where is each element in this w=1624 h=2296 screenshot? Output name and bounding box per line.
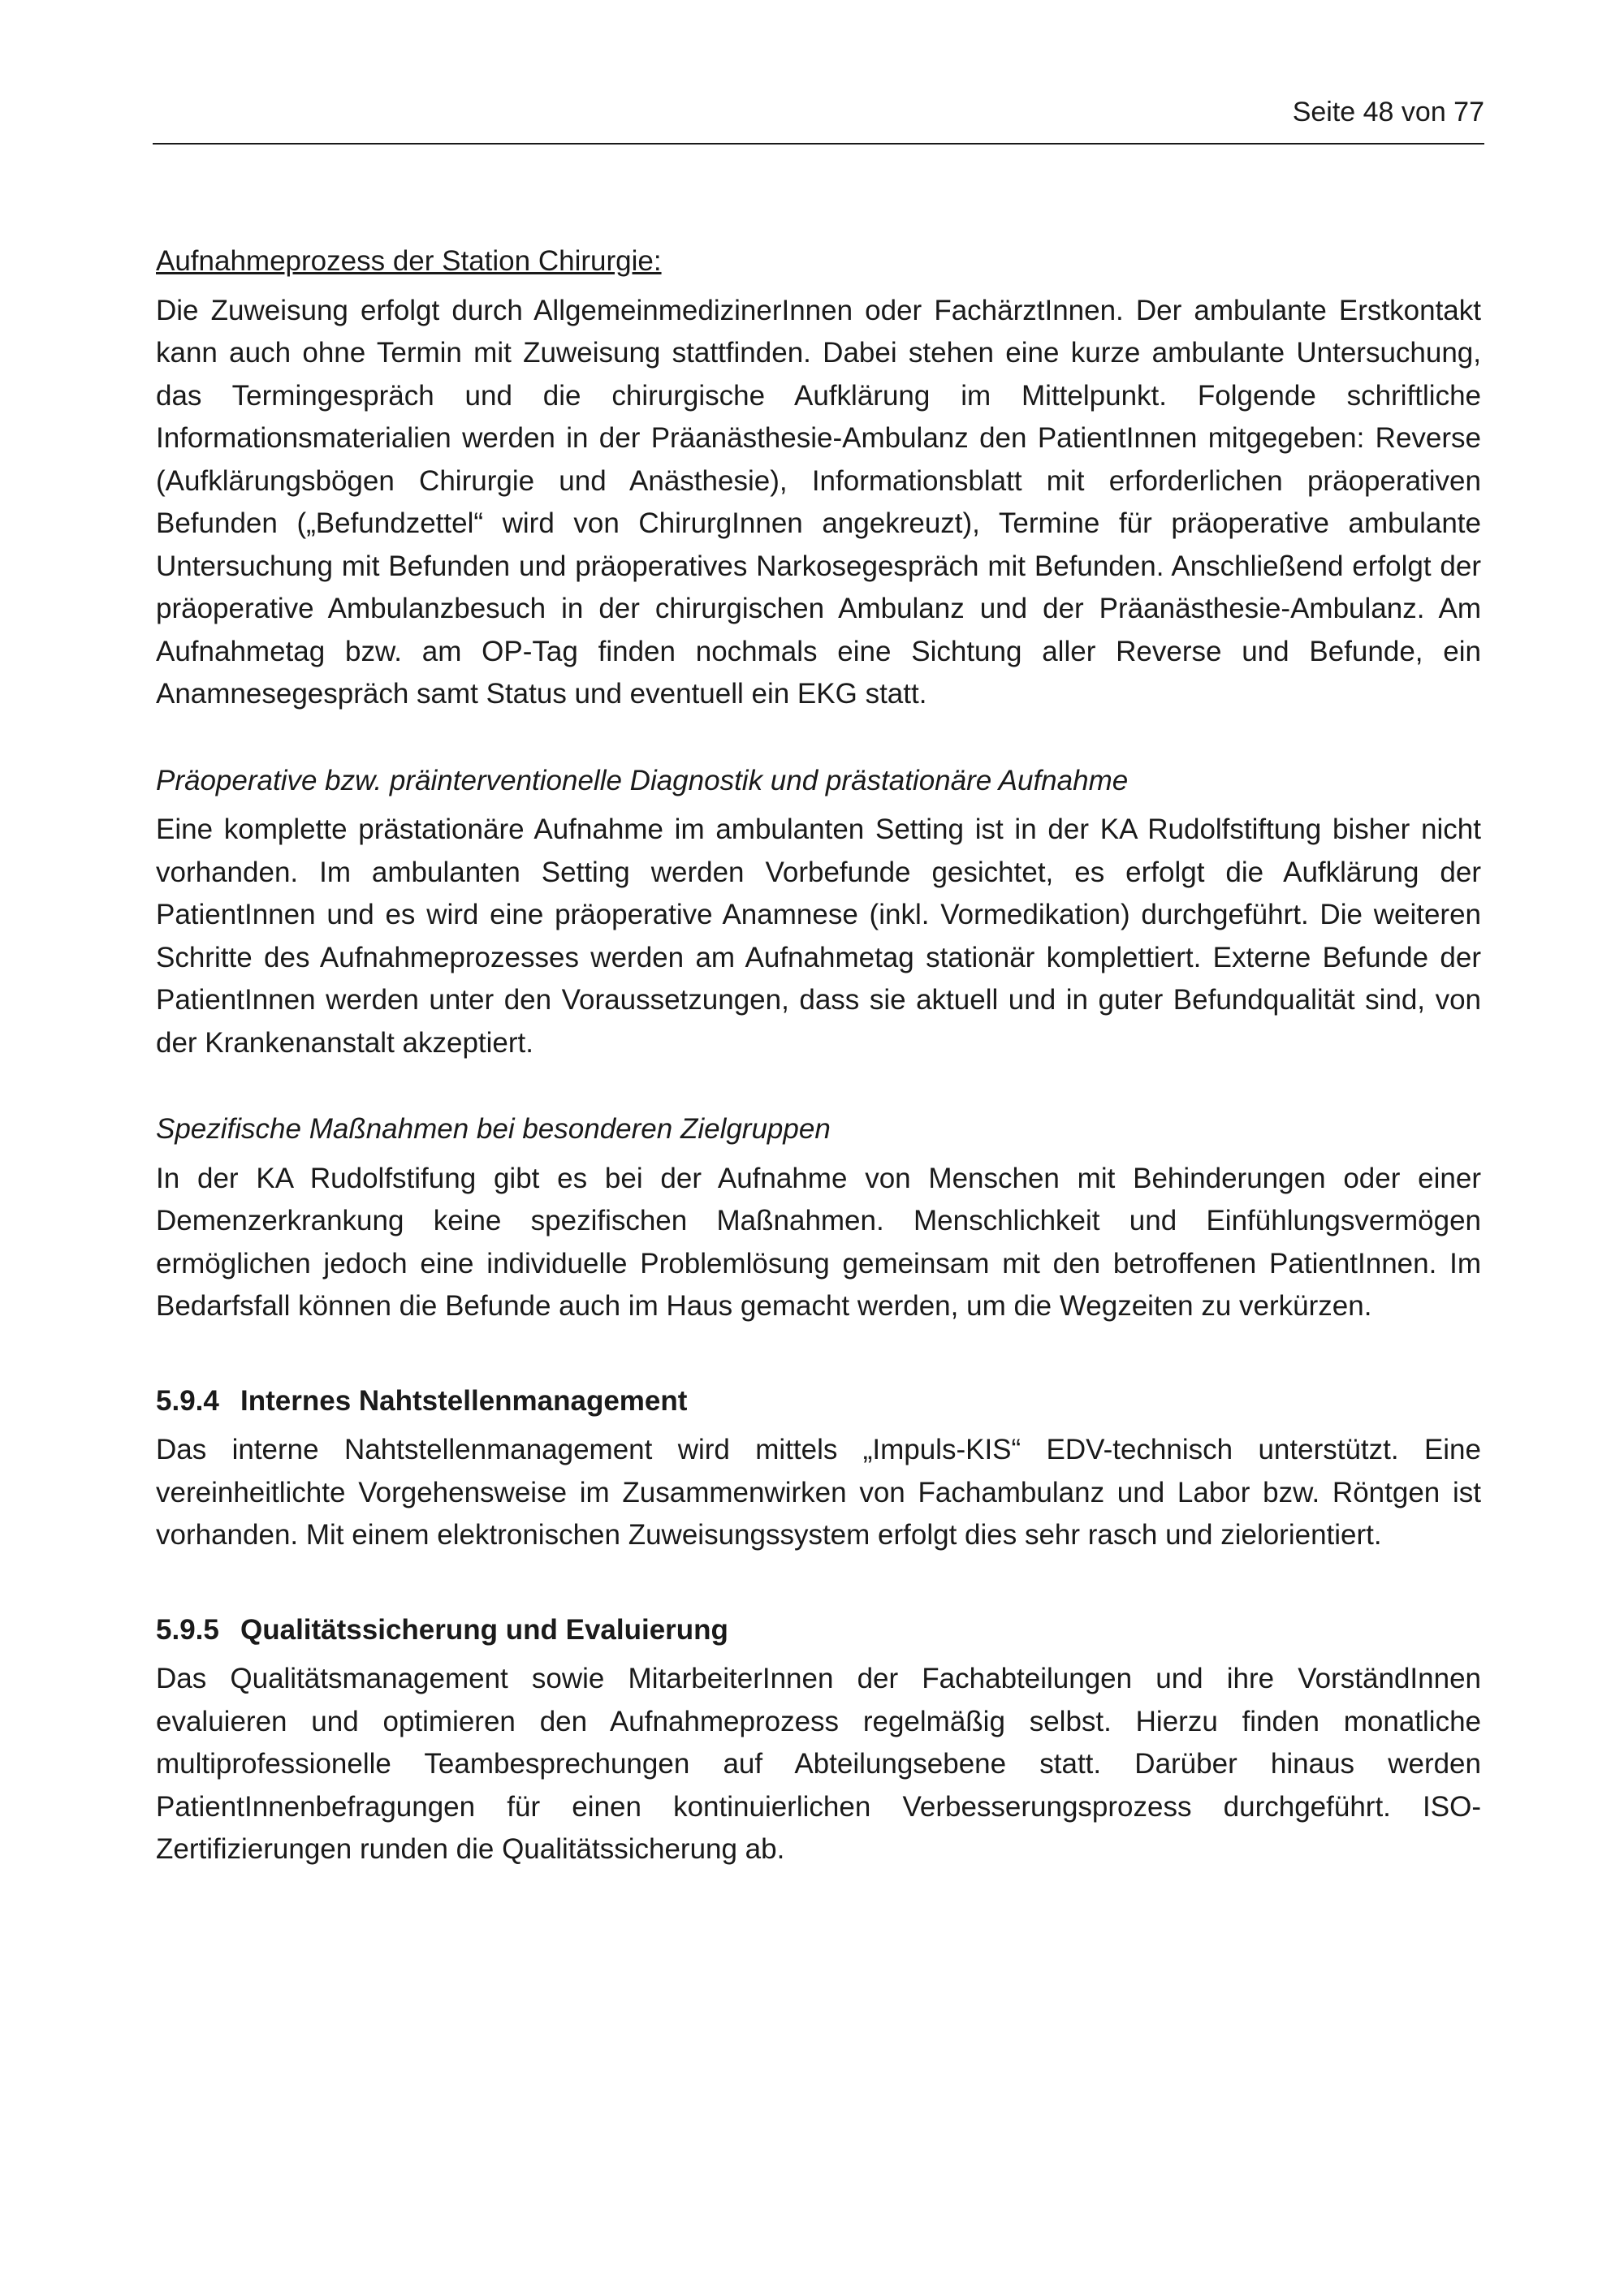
section-diagnostik: [156, 760, 1481, 1065]
section-zielgruppen: [156, 1108, 1481, 1328]
page-number: Seite 48 von 77: [1292, 97, 1484, 127]
paragraph-aufnahmeprozess: Die Zuweisung erfolgt durch AllgemeinmedizinerInnen oder FachärztInnen. Der ambulante Erstkontakt kann auch ohne Termin mit Zuweisung stattfinden. Dabei stehen eine kurze ambulante Untersuchung, das Termingespräch und die chirurgische Aufklärung im Mittelpunkt. Folgende schriftliche Informationsmaterialien werden in der Präanästhesie-Ambulanz den PatientInnen mitgegeben: Reverse (Aufklärungsbögen Chirurgie und Anästhesie), Informationsblatt mit erforderlichen präoperativen Befunden („Befundzettel“ wird von ChirurgInnen angekreuzt), Termine für präoperative ambulante Untersuchung mit Befunden und präoperatives Narkosegespräch mit Befunden. Anschließend erfolgt der präoperative Ambulanzbesuch in der chirurgischen Ambulanz und der Präanästhesie-Ambulanz. Am Aufnahmetag bzw. am OP-Tag finden nochmals eine Sichtung aller Reverse und Befunde, ein Anamnesegespräch samt Status und eventuell ein EKG statt.: [156, 294, 1481, 710]
section-5-9-4: [156, 1380, 1481, 1557]
heading-5-9-4: [156, 1380, 1481, 1423]
heading-number: 5.9.4: [156, 1384, 219, 1417]
document-body: [156, 240, 1481, 1871]
paragraph-nahtstellenmanagement: Das interne Nahtstellenmanagement wird mittels „Impuls-KIS“ EDV-technisch unterstützt. Eine vereinheitlichte Vorgehensweise im Zusammenwirken von Fachambulanz und Labor bzw. Röntgen ist vorhanden. Mit einem elektronischen Zuweisungssystem erfolgt dies sehr rasch und zielorientiert.: [156, 1434, 1481, 1551]
heading-number: 5.9.5: [156, 1613, 219, 1646]
section-title-aufnahmeprozess: Aufnahmeprozess der Station Chirurgie:: [156, 245, 662, 277]
paragraph-qualitaetssicherung: Das Qualitätsmanagement sowie MitarbeiterInnen der Fachabteilungen und ihre VorständInnen evaluieren und optimieren den Aufnahmeprozess regelmäßig selbst. Hierzu finden monatliche multiprofessionelle Teambesprechungen auf Abteilungsebene statt. Darüber hinaus werden PatientInnenbefragungen für einen kontinuierlichen Verbesserungsprozess durchgeführt. ISO-Zertifizierungen runden die Qualitätssicherung ab.: [156, 1663, 1481, 1865]
paragraph-zielgruppen: In der KA Rudolfstifung gibt es bei der Aufnahme von Menschen mit Behinderungen oder einer Demenzerkrankung keine spezifischen Maßnahmen. Menschlichkeit und Einfühlungsvermögen ermöglichen jedoch eine individuelle Problemlösung gemeinsam mit den betroffenen PatientInnen. Im Bedarfsfall können die Befunde auch im Haus gemacht werden, um die Wegzeiten zu verkürzen.: [156, 1162, 1481, 1322]
heading-text: Internes Nahtstellenmanagement: [240, 1384, 688, 1417]
heading-text: Qualitätssicherung und Evaluierung: [240, 1613, 728, 1646]
section-aufnahmeprozess: [156, 240, 1481, 716]
section-title-zielgruppen: Spezifische Maßnahmen bei besonderen Zielgruppen: [156, 1113, 831, 1145]
heading-5-9-5: [156, 1609, 1481, 1652]
paragraph-diagnostik: Eine komplette prästationäre Aufnahme im ambulanten Setting ist in der KA Rudolfstiftung bisher nicht vorhanden. Im ambulanten Setting werden Vorbefunde gesichtet, es erfolgt die Aufklärung der PatientInnen und es wird eine präoperative Anamnese (inkl. Vormedikation) durchgeführt. Die weiteren Schritte des Aufnahmeprozesses werden am Aufnahmetag stationär komplettiert. Externe Befunde der PatientInnen werden unter den Voraussetzungen, dass sie aktuell und in guter Befundqualität sind, von der Krankenanstalt akzeptiert.: [156, 814, 1481, 1059]
page-header: [153, 94, 1484, 145]
section-5-9-5: [156, 1609, 1481, 1871]
section-title-diagnostik: Präoperative bzw. präinterventionelle Diagnostik und prästationäre Aufnahme: [156, 764, 1129, 796]
